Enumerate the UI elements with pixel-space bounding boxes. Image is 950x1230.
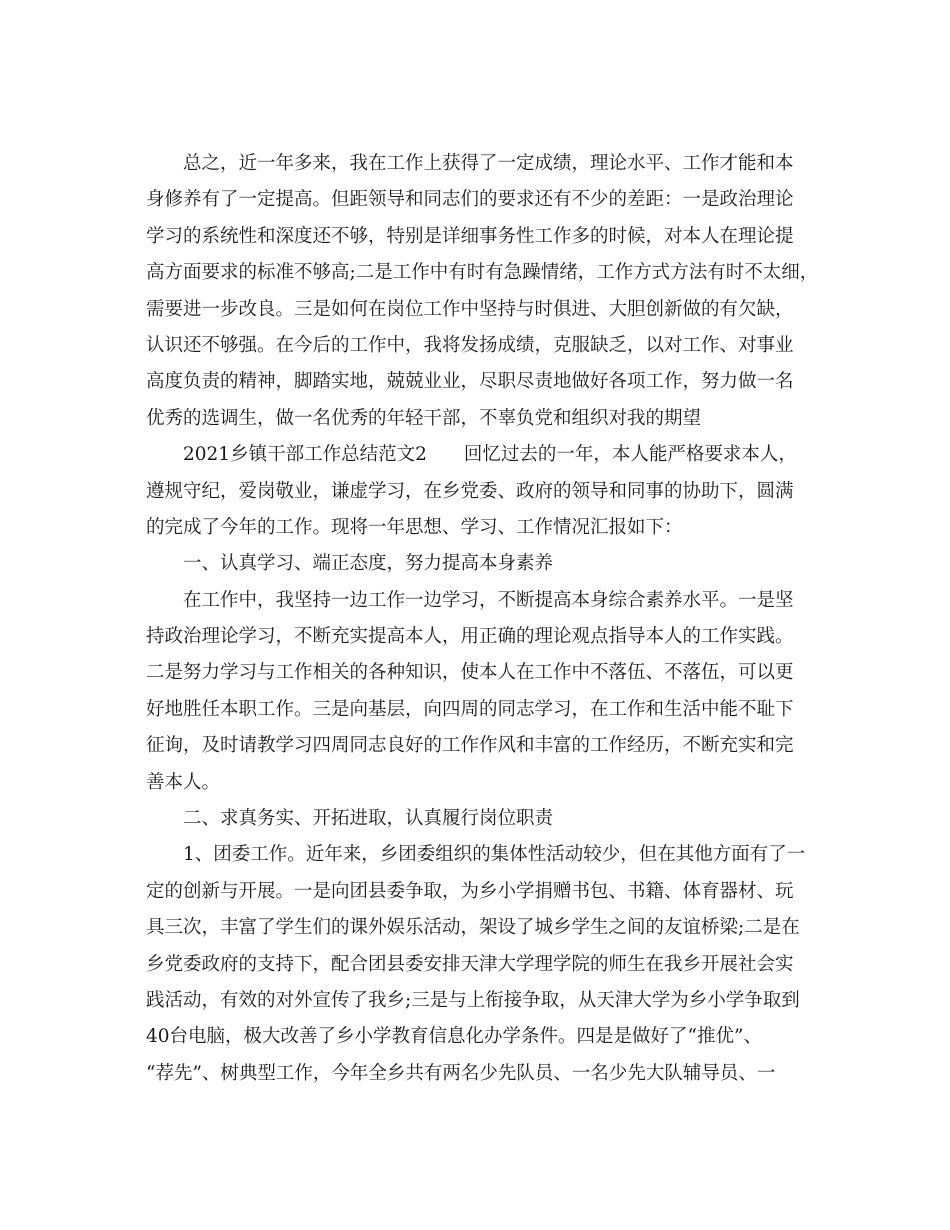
text-line: 具三次，丰富了学生们的课外娱乐活动，架设了城乡学生之间的友谊桥梁;二是在 bbox=[146, 917, 800, 939]
text-line: 学习的系统性和深度还不够，特别是详细事务性工作多的时候，对本人在理论提 bbox=[146, 225, 794, 247]
text-line: 二、求真务实、开拓进取，认真履行岗位职责 bbox=[183, 808, 554, 830]
text-line: 在工作中，我坚持一边工作一边学习，不断提高本身综合素养水平。一是坚 bbox=[183, 589, 794, 611]
text-line: 乡党委政府的支持下，配合团县委安排天津大学理学院的师生在我乡开展社会实 bbox=[146, 953, 794, 975]
text-line: 需要进一步改良。三是如何在岗位工作中坚持与时俱进、大胆创新做的有欠缺， bbox=[146, 298, 794, 320]
text-line: 二是努力学习与工作相关的各种知识，使本人在工作中不落伍、不落伍，可以更 bbox=[146, 662, 794, 684]
text-line: 40台电脑，极大改善了乡小学教育信息化办学条件。四是是做好了“推优”、 bbox=[146, 1026, 762, 1048]
text-line: “荐先”、树典型工作，今年全乡共有两名少先队员、一名少先大队辅导员、一 bbox=[146, 1062, 776, 1084]
text-line: 身修养有了一定提高。但距领导和同志们的要求还有不少的差距：一是政治理论 bbox=[146, 189, 794, 211]
text-line: 好地胜任本职工作。三是向基层，向四周的同志学习，在工作和生活中能不耻下 bbox=[146, 698, 794, 720]
text-line: 认识还不够强。在今后的工作中，我将发扬成绩，克服缺乏，以对工作、对事业 bbox=[146, 334, 794, 356]
text-line: 征询，及时请教学习四周同志良好的工作作风和丰富的工作经历，不断充实和完 bbox=[146, 735, 794, 757]
text-line: 践活动，有效的对外宣传了我乡;三是与上衔接争取，从天津大学为乡小学争取到 bbox=[146, 989, 800, 1011]
text-line: 一、认真学习、端正态度，努力提高本身素养 bbox=[183, 553, 554, 575]
text-line: 定的创新与开展。一是向团县委争取，为乡小学捐赠书包、书籍、体育器材、玩 bbox=[146, 880, 794, 902]
text-line: 高度负责的精神，脚踏实地，兢兢业业，尽职尽责地做好各项工作，努力做一名 bbox=[146, 371, 794, 393]
text-line: 善本人。 bbox=[146, 771, 221, 793]
text-line: 优秀的选调生，做一名优秀的年轻干部，不辜负党和组织对我的期望 bbox=[146, 407, 702, 429]
text-line: 1、团委工作。近年来，乡团委组织的集体性活动较少，但在其他方面有了一 bbox=[183, 844, 806, 866]
text-line: 持政治理论学习，不断充实提高本人，用正确的理论观点指导本人的工作实践。 bbox=[146, 626, 794, 648]
document-body bbox=[146, 146, 826, 1092]
text-line: 的完成了今年的工作。现将一年思想、学习、工作情况汇报如下： bbox=[146, 516, 683, 538]
text-line: 遵规守纪，爱岗敬业，谦虚学习，在乡党委、政府的领导和同事的协助下，圆满 bbox=[146, 480, 794, 502]
text-line: 高方面要求的标准不够高;二是工作中有时有急躁情绪，工作方式方法有时不太细， bbox=[146, 262, 819, 284]
text-line: 2021乡镇干部工作总结范文2 回忆过去的一年，本人能严格要求本人， bbox=[183, 444, 797, 466]
text-line: 总之，近一年多来，我在工作上获得了一定成绩，理论水平、工作才能和本 bbox=[183, 153, 794, 174]
